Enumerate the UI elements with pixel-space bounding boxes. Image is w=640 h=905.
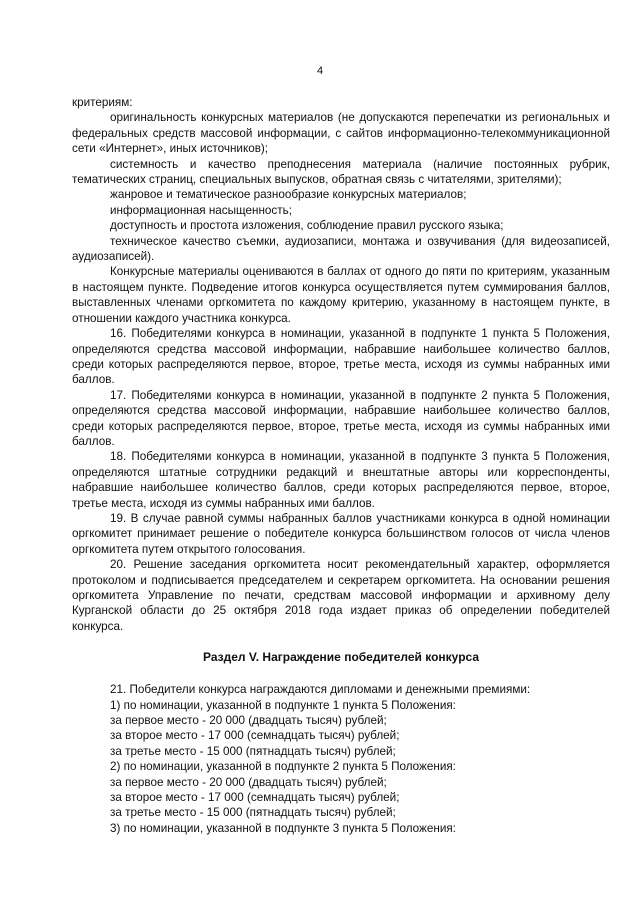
award-nomination-2-third: за третье место - 15 000 (пятнадцать тысяч) рублей;: [110, 806, 396, 820]
criterion-technical-quality: техническое качество съемки, аудиозаписи, монтажа и озвучивания (для видеозаписей, аудиозаписей).: [72, 234, 610, 264]
award-nomination-2-second: за второе место - 17 000 (семнадцать тысяч) рублей;: [110, 791, 400, 805]
paragraph-evaluation: Конкурсные материалы оцениваются в баллах от одного до пяти по критериям, указанным в настоящем пункте. Подведение итогов конкурса осуществляется путем суммирования баллов, выставленных членами оргкомитета по каждому критерию, указанному в настоящем пункте, в отношении каждого участника конкурса.: [72, 265, 610, 325]
criteria-lead: критериям:: [72, 96, 133, 109]
awards-intro: 21. Победители конкурса награждаются дипломами и денежными премиями:: [110, 683, 531, 697]
paragraph-16: 16. Победителями конкурса в номинации, указанной в подпункте 1 пункта 5 Положения, определяются средства массовой информации, набравшие наибольшее количество баллов, среди которых распределяются первое, второе, третье места, исходя из суммы набранных ими баллов.: [72, 327, 610, 387]
paragraph-17: 17. Победителями конкурса в номинации, указанной в подпункте 2 пункта 5 Положения, определяются средства массовой информации, набравшие наибольшее количество баллов, среди которых распределяются первое, второе, третье места, исходя из суммы набранных ими баллов.: [72, 388, 610, 448]
criterion-systematic: системность и качество преподнесения материала (наличие постоянных рубрик, тематических страниц, специальных выпусков, обратная связь с читателями, зрителями);: [72, 157, 610, 187]
award-nomination-1-third: за третье место - 15 000 (пятнадцать тысяч) рублей;: [110, 744, 396, 758]
award-nomination-1-first: за первое место - 20 000 (двадцать тысяч) рублей;: [110, 714, 387, 728]
award-nomination-1: 1) по номинации, указанной в подпункте 1 пункта 5 Положения:: [110, 698, 456, 712]
paragraph-18: 18. Победителями конкурса в номинации, указанной в подпункте 3 пункта 5 Положения, определяются штатные сотрудники редакций и внештатные авторы или корреспонденты, набравшие наибольшее количество баллов, среди которых распределяются первое, второе, третье места, исходя из суммы набранных ими баллов.: [72, 450, 610, 510]
award-nomination-3: 3) по номинации, указанной в подпункте 3 пункта 5 Положения:: [110, 821, 456, 835]
page-number: 4: [316, 65, 324, 77]
document-body: [72, 95, 610, 836]
award-nomination-2: 2) по номинации, указанной в подпункте 2 пункта 5 Положения:: [110, 760, 456, 774]
section-title: Раздел V. Награждение победителей конкурса: [202, 650, 480, 665]
criterion-accessibility: доступность и простота изложения, соблюдение правил русского языка;: [110, 219, 504, 233]
criterion-informativeness: информационная насыщенность;: [110, 203, 292, 217]
paragraph-19: 19. В случае равной суммы набранных баллов участниками конкурса в одной номинации оргкомитет принимает решение о победителе конкурса большинством голосов от числа членов оргкомитета путем открытого голосования.: [72, 511, 610, 556]
criterion-genre: жанровое и тематическое разнообразие конкурсных материалов;: [110, 188, 467, 202]
paragraph-20: 20. Решение заседания оргкомитета носит рекомендательный характер, оформляется протоколом и подписывается председателем и секретарем оргкомитета. На основании решения оргкомитета Управление по печати, средствам массовой информации и архивному делу Курганской области до 25 октября 2018 года издает приказ об определении победителей конкурса.: [72, 558, 610, 633]
award-nomination-2-first: за первое место - 20 000 (двадцать тысяч) рублей;: [110, 775, 387, 789]
award-nomination-1-second: за второе место - 17 000 (семнадцать тысяч) рублей;: [110, 729, 400, 743]
criterion-originality: оригинальность конкурсных материалов (не допускаются перепечатки из региональных и федеральных средств массовой информации, с сайтов информационно-телекоммуникационной сети «Интернет», иных источников);: [72, 111, 610, 156]
